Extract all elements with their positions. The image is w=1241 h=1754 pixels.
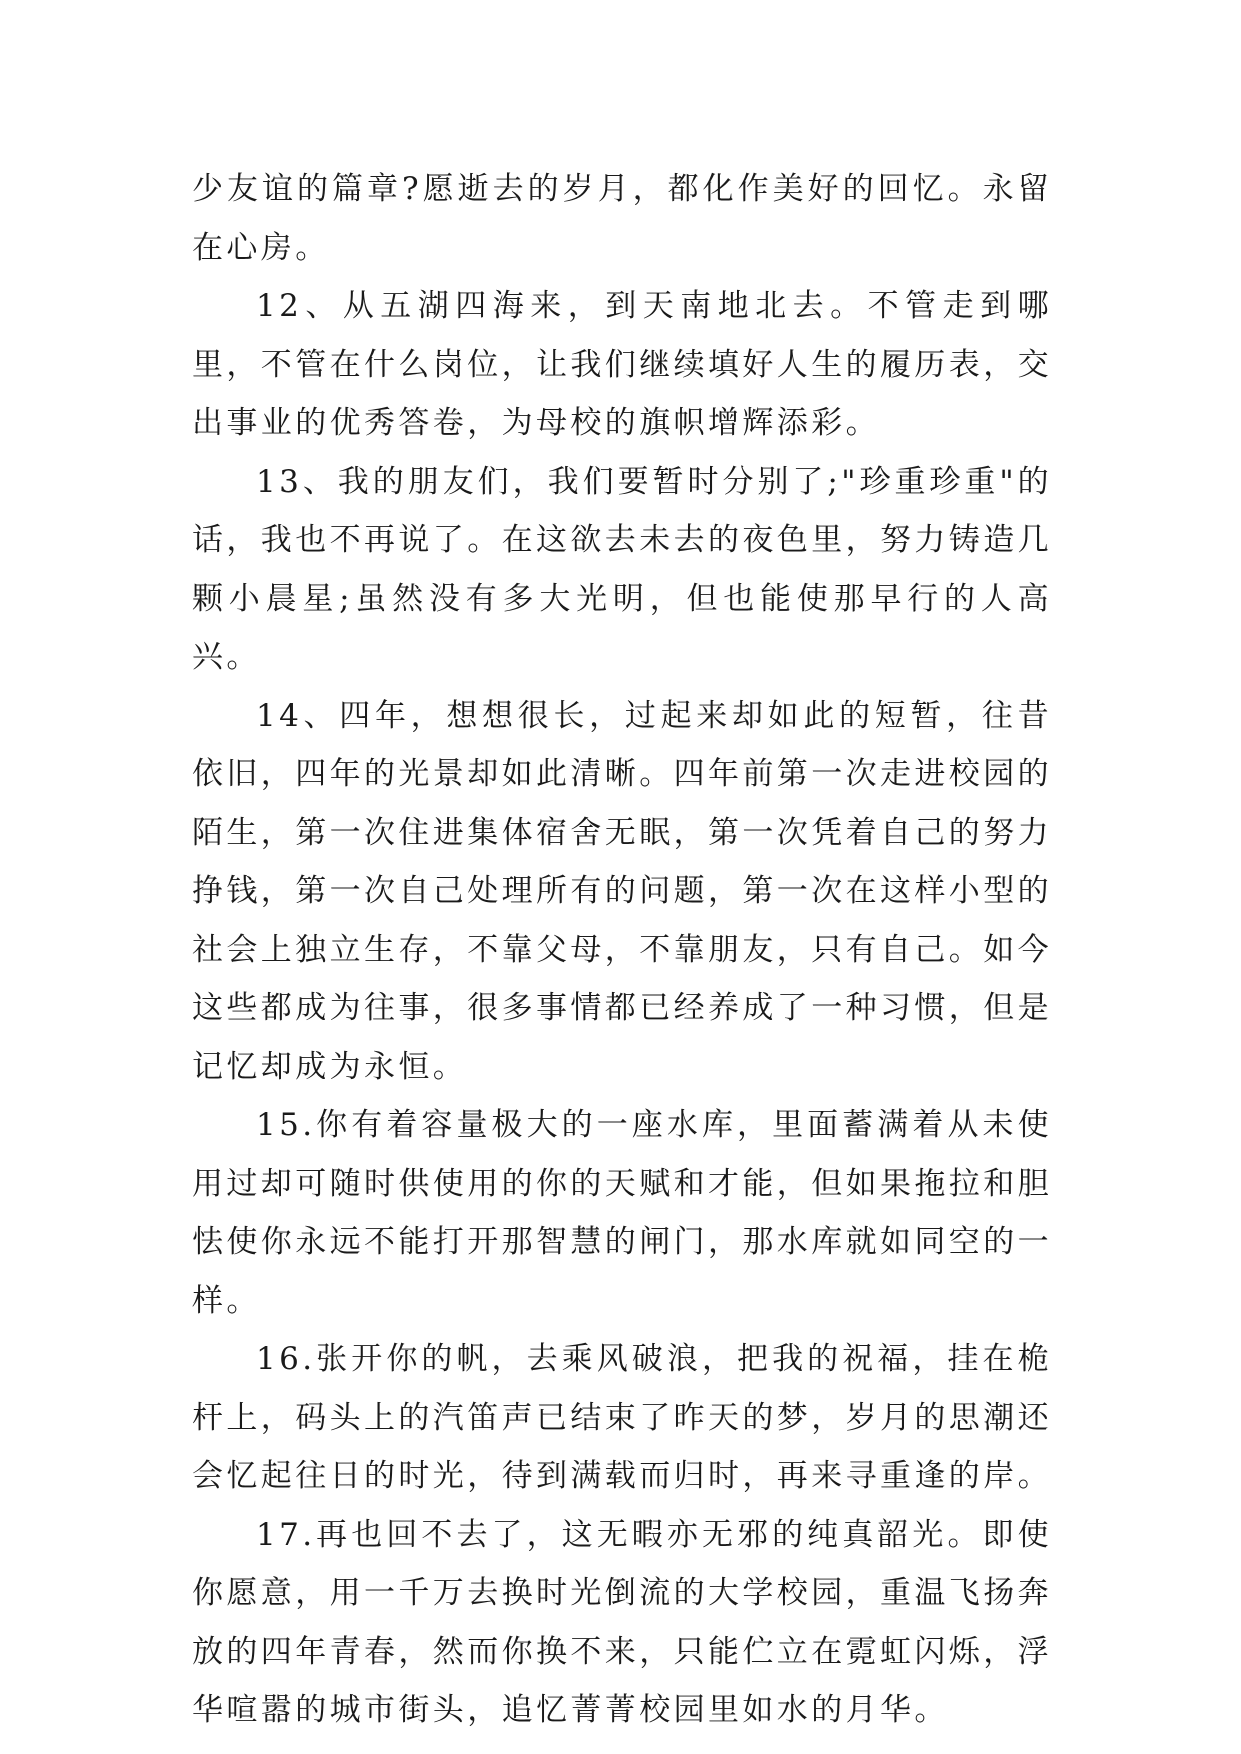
- paragraph-12: 12、从五湖四海来，到天南地北去。不管走到哪里，不管在什么岗位，让我们继续填好人生的履历表，交出事业的优秀答卷，为母校的旗帜增辉添彩。: [192, 288, 1052, 441]
- paragraph-16: 16.张开你的帆，去乘风破浪，把我的祝福，挂在桅杆上，码头上的汽笛声已结束了昨天的梦，岁月的思潮还会忆起往日的时光，待到满载而归时，再来寻重逢的岸。: [192, 1341, 1052, 1494]
- paragraph-continued: 少友谊的篇章?愿逝去的岁月，都化作美好的回忆。永留在心房。: [192, 171, 1052, 266]
- paragraph-14: 14、四年，想想很长，过起来却如此的短暂，往昔依旧，四年的光景却如此清晰。四年前第一次走进校园的陌生，第一次住进集体宿舍无眠，第一次凭着自己的努力挣钱，第一次自己处理所有的问题，第一次在这样小型的社会上独立生存，不靠父母，不靠朋友，只有自己。如今这些都成为往事，很多事情都已经养成了一种习惯，但是记忆却成为永恒。: [192, 697, 1052, 1085]
- paragraph-15: 15.你有着容量极大的一座水库，里面蓄满着从未使用过却可随时供使用的你的天赋和才能，但如果拖拉和胆怯使你永远不能打开那智慧的闸门，那水库就如同空的一样。: [192, 1107, 1052, 1319]
- paragraph-17: 17.再也回不去了，这无暇亦无邪的纯真韶光。即使你愿意，用一千万去换时光倒流的大学校园，重温飞扬奔放的四年青春，然而你换不来，只能伫立在霓虹闪烁，浮华喧嚣的城市街头，追忆菁菁校园里如水的月华。: [192, 1516, 1052, 1728]
- document-body: [192, 160, 1052, 1740]
- paragraph-13: 13、我的朋友们，我们要暂时分别了;"珍重珍重"的话，我也不再说了。在这欲去未去的夜色里，努力铸造几颗小晨星;虽然没有多大光明，但也能使那早行的人高兴。: [192, 463, 1052, 675]
